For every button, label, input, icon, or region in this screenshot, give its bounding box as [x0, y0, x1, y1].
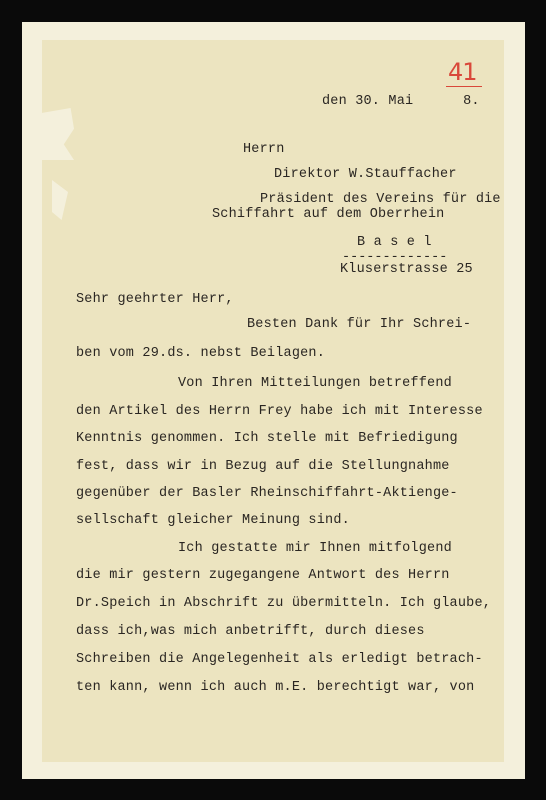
body-line: Kenntnis genommen. Ich stelle mit Befriedigung [76, 431, 458, 446]
body-line: Ich gestatte mir Ihnen mitfolgend [178, 541, 452, 556]
body-line: Von Ihren Mitteilungen betreffend [178, 376, 452, 391]
recipient-title-line1: Präsident des Vereins für die [260, 192, 501, 207]
date-line: den 30. Mai 8. [322, 94, 480, 109]
recipient-name: Direktor W.Stauffacher [274, 167, 457, 182]
recipient-salutation: Herrn [243, 142, 285, 157]
body-line: dass ich,was mich anbetrifft, durch dieses [76, 624, 425, 639]
body-line: Dr.Speich in Abschrift zu übermitteln. Ich glaube, [76, 596, 492, 611]
body-line: fest, dass wir in Bezug auf die Stellungnahme [76, 459, 450, 474]
folio-number: 41 [448, 58, 477, 86]
body-line: Sehr geehrter Herr, [76, 292, 234, 307]
body-line: Schreiben die Angelegenheit als erledigt betrach- [76, 652, 483, 667]
body-line: gegenüber der Basler Rheinschiffahrt-Aktienge- [76, 486, 458, 501]
body-line: Besten Dank für Ihr Schrei- [247, 317, 472, 332]
body-line: den Artikel des Herrn Frey habe ich mit Interesse [76, 404, 483, 419]
body-line: ten kann, wenn ich auch m.E. berechtigt war, von [76, 680, 475, 695]
folio-underline [446, 86, 482, 87]
recipient-street: Kluserstrasse 25 [340, 262, 473, 277]
recipient-title-line2: Schiffahrt auf dem Oberrhein [212, 207, 445, 222]
body-line: die mir gestern zugegangene Antwort des Herrn [76, 568, 450, 583]
body-line: ben vom 29.ds. nebst Beilagen. [76, 346, 326, 361]
recipient-city-underline: ------------- [342, 250, 448, 265]
recipient-city: B a s e l [357, 235, 432, 250]
body-line: sellschaft gleicher Meinung sind. [76, 513, 350, 528]
